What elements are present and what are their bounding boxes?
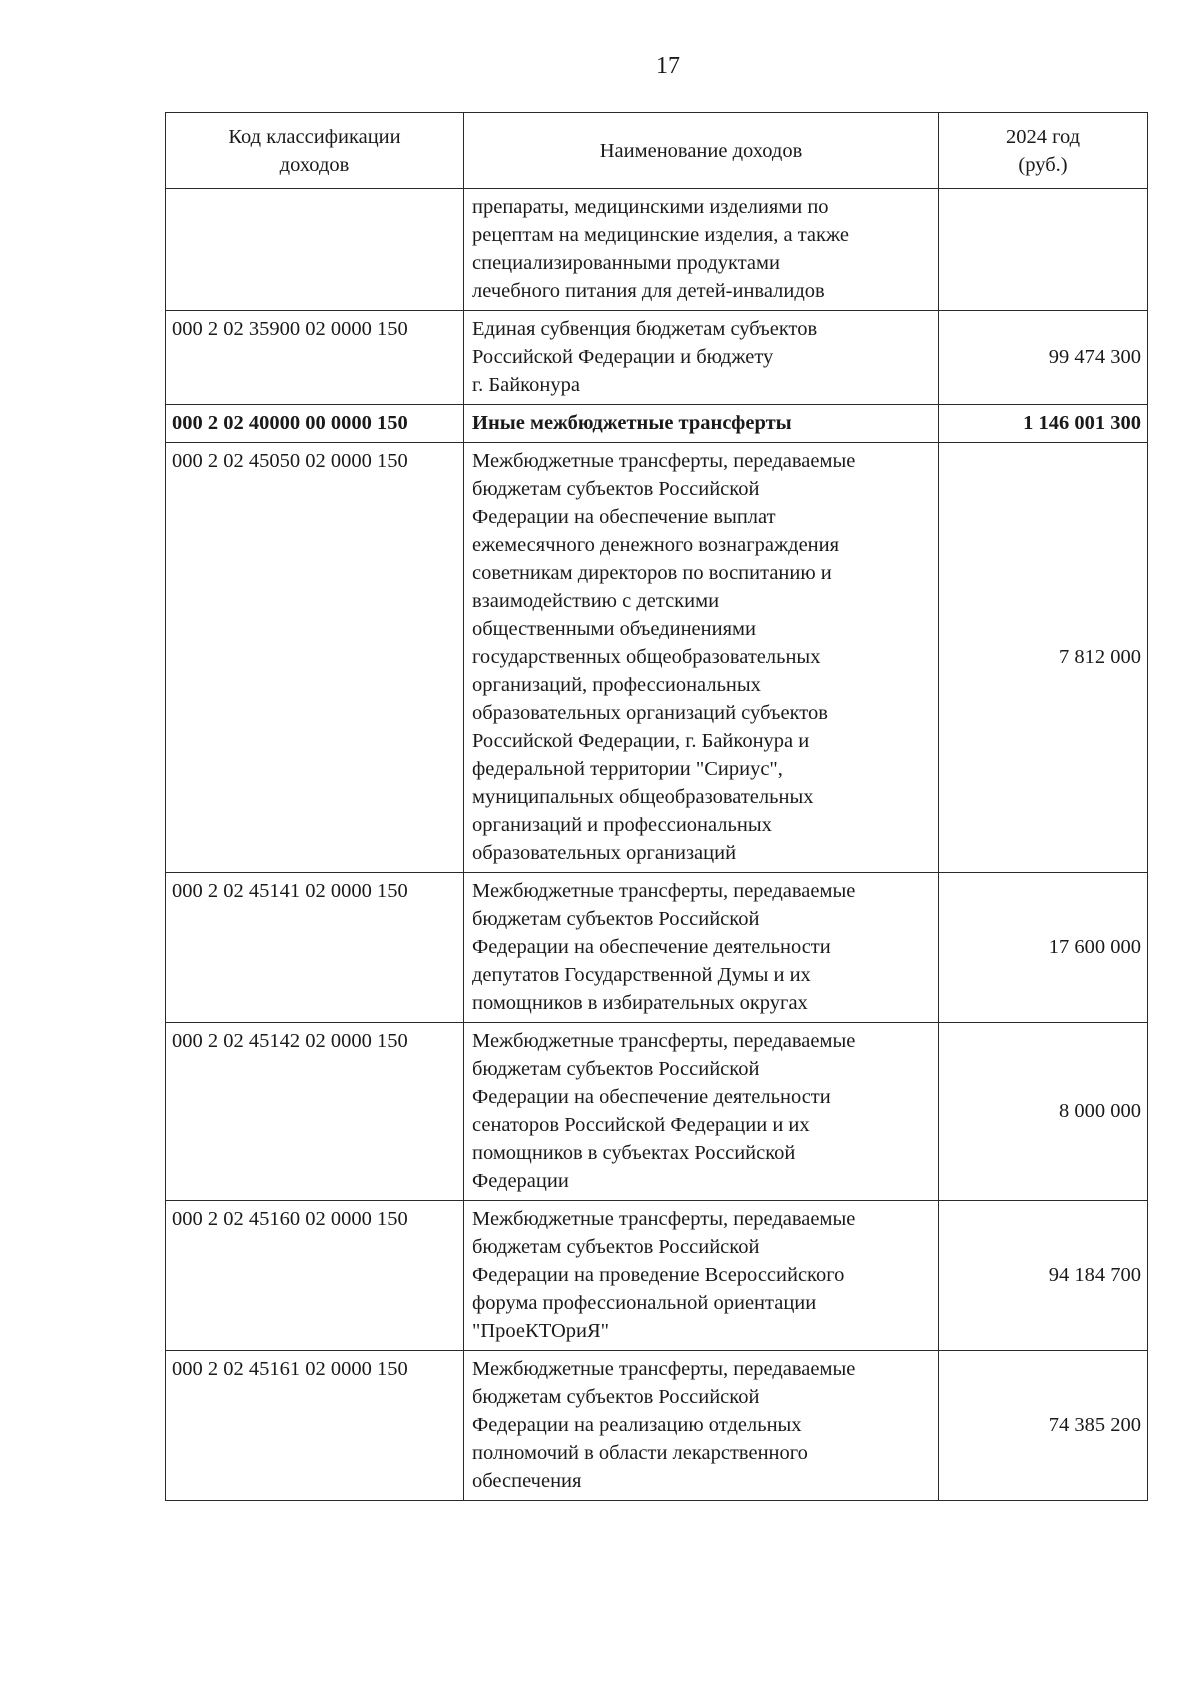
revenue-name-line: советникам директоров по воспитанию и (472, 562, 832, 584)
revenue-name-line: сенаторов Российской Федерации и их (472, 1114, 810, 1136)
revenue-name-line: препараты, медицинскими изделиями по (472, 196, 829, 218)
revenue-name-line: Федерации на реализацию отдельных (472, 1414, 802, 1436)
classification-code-cell: 000 2 02 45161 02 0000 150 (166, 1351, 464, 1501)
amount-cell: 94 184 700 (939, 1201, 1148, 1351)
revenue-name-cell (464, 873, 939, 1023)
revenue-name-cell (464, 189, 939, 311)
classification-code-cell (166, 189, 464, 311)
page-number: 17 (656, 53, 680, 79)
revenue-name-line: организаций, профессиональных (472, 674, 761, 696)
classification-code-cell: 000 2 02 40000 00 0000 150 (166, 405, 464, 443)
revenue-name-line: полномочий в области лекарственного (472, 1442, 808, 1464)
revenue-name-line: бюджетам субъектов Российской (472, 1058, 760, 1080)
revenue-name-line: Федерации на проведение Всероссийского (472, 1264, 845, 1286)
amount-cell: 7 812 000 (939, 443, 1148, 873)
classification-code-cell: 000 2 02 45050 02 0000 150 (166, 443, 464, 873)
revenue-name-cell (464, 1351, 939, 1501)
revenue-name-line: государственных общеобразовательных (472, 646, 821, 668)
revenue-name-line: Федерации на обеспечение деятельности (472, 936, 831, 958)
table-row (166, 1351, 1148, 1501)
header-name: Наименование доходов (464, 113, 939, 189)
revenue-name-line: организаций и профессиональных (472, 814, 772, 836)
revenue-name-line: муниципальных общеобразовательных (472, 786, 814, 808)
revenue-name-line: депутатов Государственной Думы и их (472, 964, 811, 986)
table-row (166, 873, 1148, 1023)
classification-code-cell: 000 2 02 45160 02 0000 150 (166, 1201, 464, 1351)
revenue-name-cell (464, 443, 939, 873)
revenue-name-line: бюджетам субъектов Российской (472, 1236, 760, 1258)
revenue-name-line: Межбюджетные трансферты, передаваемые (472, 1030, 856, 1052)
header-amount-line: (руб.) (1018, 153, 1068, 176)
revenue-name-line: бюджетам субъектов Российской (472, 1386, 760, 1408)
revenue-name-cell (464, 1023, 939, 1201)
table-row (166, 443, 1148, 873)
table-row (166, 311, 1148, 405)
revenue-name-line: Федерации на обеспечение выплат (472, 506, 776, 528)
revenue-name-line: взаимодействию с детскими (472, 590, 720, 612)
header-amount (939, 113, 1148, 189)
revenue-name-line: бюджетам субъектов Российской (472, 478, 760, 500)
table-row (166, 1023, 1148, 1201)
revenue-name-line: Российской Федерации и бюджету (472, 346, 774, 368)
header-row (166, 113, 1148, 189)
revenue-name-line: специализированными продуктами (472, 252, 780, 274)
revenue-name-line: бюджетам субъектов Российской (472, 908, 760, 930)
revenue-name-cell (464, 405, 939, 443)
table-header (166, 113, 1148, 189)
revenue-name-line: "ПроеКТОриЯ" (472, 1320, 610, 1342)
classification-code-cell: 000 2 02 35900 02 0000 150 (166, 311, 464, 405)
revenue-table (165, 112, 1148, 1501)
revenue-name-line: форума профессиональной ориентации (472, 1292, 817, 1314)
revenue-name-cell (464, 1201, 939, 1351)
revenue-name-line: Федерации на обеспечение деятельности (472, 1086, 831, 1108)
table-row (166, 189, 1148, 311)
revenue-name-line: Федерации (472, 1170, 569, 1192)
table-body (166, 189, 1148, 1501)
header-code-line: доходов (279, 153, 350, 176)
header-code (166, 113, 464, 189)
revenue-name-cell (464, 311, 939, 405)
classification-code-cell: 000 2 02 45141 02 0000 150 (166, 873, 464, 1023)
header-code-line: Код классификации (228, 125, 401, 148)
revenue-name-line: Российской Федерации, г. Байконура и (472, 730, 810, 752)
amount-cell: 17 600 000 (939, 873, 1148, 1023)
amount-cell: 8 000 000 (939, 1023, 1148, 1201)
revenue-name-line: обеспечения (472, 1470, 582, 1492)
revenue-name-line: помощников в избирательных округах (472, 992, 808, 1014)
revenue-name-line: федеральной территории "Сириус", (472, 758, 783, 780)
revenue-name-line: образовательных организаций (472, 842, 737, 864)
table-row (166, 1201, 1148, 1351)
revenue-name-line: ежемесячного денежного вознаграждения (472, 534, 840, 556)
revenue-name-line: лечебного питания для детей-инвалидов (472, 280, 825, 302)
revenue-name-line: помощников в субъектах Российской (472, 1142, 796, 1164)
header-amount-line: 2024 год (1005, 125, 1081, 148)
revenue-name-line: Межбюджетные трансферты, передаваемые (472, 880, 856, 902)
amount-cell (939, 189, 1148, 311)
amount-cell: 1 146 001 300 (939, 405, 1148, 443)
classification-code-cell: 000 2 02 45142 02 0000 150 (166, 1023, 464, 1201)
revenue-name-line: г. Байконура (472, 374, 580, 396)
amount-cell: 74 385 200 (939, 1351, 1148, 1501)
revenue-name-line: Межбюджетные трансферты, передаваемые (472, 450, 856, 472)
revenue-name-line: Иные межбюджетные трансферты (472, 412, 792, 434)
revenue-name-line: Межбюджетные трансферты, передаваемые (472, 1358, 856, 1380)
table-row (166, 405, 1148, 443)
revenue-name-line: Межбюджетные трансферты, передаваемые (472, 1208, 856, 1230)
revenue-name-line: образовательных организаций субъектов (472, 702, 828, 724)
revenue-name-line: общественными объединениями (472, 618, 756, 640)
amount-cell: 99 474 300 (939, 311, 1148, 405)
revenue-name-line: рецептам на медицинские изделия, а также (472, 224, 849, 246)
revenue-name-line: Единая субвенция бюджетам субъектов (472, 318, 818, 340)
